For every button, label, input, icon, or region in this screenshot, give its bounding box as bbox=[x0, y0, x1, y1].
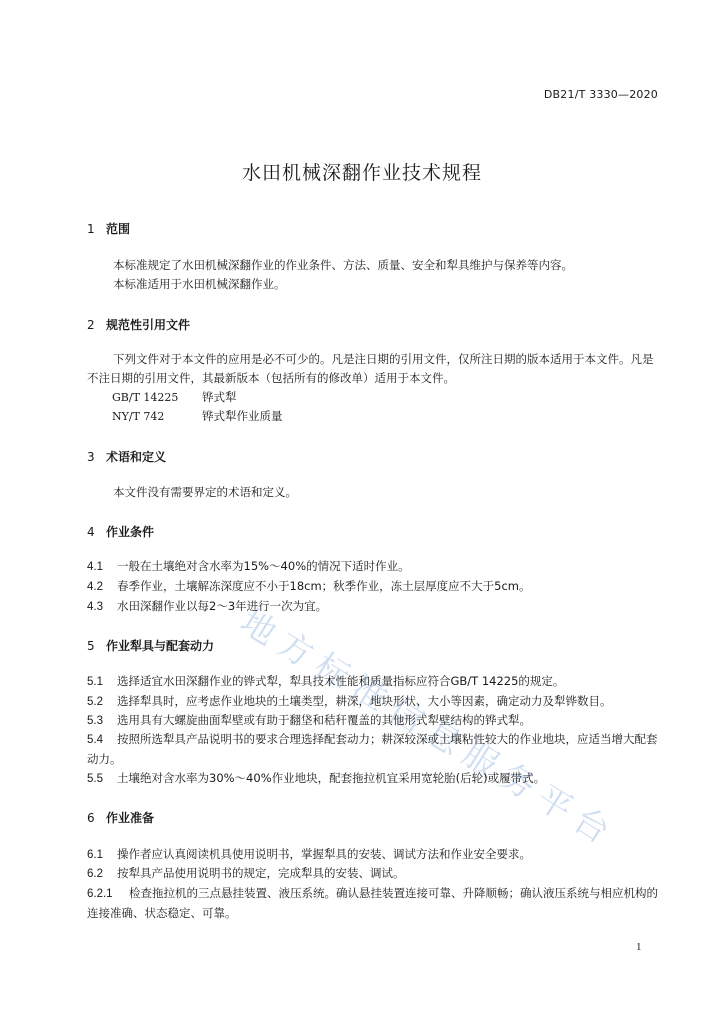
clause-item bbox=[87, 597, 659, 617]
clause-number: 5.3 bbox=[87, 715, 103, 727]
watermark-char: 标 bbox=[307, 645, 358, 698]
clause-number: 6.1 bbox=[87, 849, 103, 861]
section-number: 4 bbox=[87, 525, 95, 539]
page-number: 1 bbox=[636, 941, 642, 953]
watermark-char: 地 bbox=[233, 601, 284, 654]
clause-item bbox=[87, 577, 659, 597]
clause-text: 选用具有大螺旋曲面犁壁或有助于翻垡和秸秆覆盖的其他形式犁壁结构的铧式犁。 bbox=[117, 713, 531, 727]
section-number: 2 bbox=[87, 318, 95, 332]
watermark-char: 平 bbox=[529, 777, 580, 830]
watermark-char: 台 bbox=[566, 799, 617, 852]
document-title: 水田机械深翻作业技术规程 bbox=[241, 162, 482, 184]
section-heading-1 bbox=[87, 220, 130, 237]
clause-text: 水田深翻作业以每2～3年进行一次为宜。 bbox=[117, 599, 328, 613]
clause-text: 按照所选犁具产品说明书的要求合理选择配套动力；耕深较深或土壤粘性较大的作业地块，应适当增大配套动力。 bbox=[87, 732, 658, 766]
section-number: 3 bbox=[87, 450, 95, 464]
clause-item bbox=[87, 845, 659, 865]
section-title: 作业准备 bbox=[106, 811, 155, 825]
section-heading-4 bbox=[87, 523, 154, 540]
reference-item bbox=[112, 389, 237, 405]
standard-code: DB21/T 3330—2020 bbox=[543, 88, 658, 101]
reference-title: 铧式犁作业质量 bbox=[202, 409, 283, 423]
section-title: 作业条件 bbox=[106, 525, 155, 539]
clause-item bbox=[87, 730, 659, 769]
section-number: 5 bbox=[87, 639, 95, 653]
clause-text: 选择犁具时，应考虑作业地块的土壤类型，耕深，地块形状、大小等因素，确定动力及犁铧数目。 bbox=[117, 694, 612, 708]
paragraph: 下列文件对于本文件的应用是必不可少的。凡是注日期的引用文件，仅所注日期的版本适用于本文件。凡是不注日期的引用文件，其最新版本（包括所有的修改单）适用于本文件。 bbox=[87, 352, 654, 385]
clause-number: 4.1 bbox=[87, 561, 103, 573]
clause-text: 检查拖拉机的三点悬挂装置、液压系统。确认悬挂装置连接可靠、升降顺畅；确认液压系统与相应机构的连接准确、状态稳定、可靠。 bbox=[87, 886, 658, 920]
section-title: 作业犁具与配套动力 bbox=[106, 639, 215, 653]
clause-number: 5.1 bbox=[87, 676, 103, 688]
watermark-char: 服 bbox=[455, 733, 506, 786]
clause-text: 一般在土壤绝对含水率为15%～40%的情况下适时作业。 bbox=[117, 559, 410, 573]
watermark-char: 准 bbox=[344, 667, 395, 720]
clause-text: 选择适宜水田深翻作业的铧式犁，犁具技术性能和质量指标应符合GB/T 14225的规定。 bbox=[117, 674, 565, 688]
section-heading-3 bbox=[87, 448, 166, 465]
section-heading-6 bbox=[87, 809, 154, 826]
reference-title: 铧式犁 bbox=[202, 390, 237, 404]
clause-number: 5.2 bbox=[87, 696, 103, 708]
paragraph: 本标准规定了水田机械深翻作业的作业条件、方法、质量、安全和犁具维护与保养等内容。 bbox=[113, 258, 573, 272]
clause-number: 6.2 bbox=[87, 868, 103, 880]
watermark-char: 务 bbox=[492, 755, 543, 808]
clause-number: 5.5 bbox=[87, 773, 103, 785]
clause-text: 春季作业，土壤解冻深度应不小于18cm；秋季作业，冻土层厚度应不大于5cm。 bbox=[117, 579, 531, 593]
section-number: 6 bbox=[87, 811, 95, 825]
section-title: 范围 bbox=[106, 222, 131, 236]
watermark-char: 方 bbox=[270, 623, 321, 676]
reference-item bbox=[112, 408, 283, 424]
reference-code: NY/T 742 bbox=[112, 410, 165, 423]
watermark-char: 息 bbox=[418, 711, 469, 764]
clause-number: 4.2 bbox=[87, 581, 103, 593]
clause-item bbox=[87, 884, 659, 923]
clause-item bbox=[87, 557, 659, 577]
clause-item bbox=[87, 692, 659, 712]
clause-text: 按犁具产品使用说明书的规定，完成犁具的安装、调试。 bbox=[117, 866, 405, 880]
clause-item bbox=[87, 711, 659, 731]
section-heading-5 bbox=[87, 637, 214, 654]
clause-item bbox=[87, 864, 659, 884]
section-title: 规范性引用文件 bbox=[106, 318, 191, 332]
clause-text: 操作者应认真阅读机具使用说明书，掌握犁具的安装、调试方法和作业安全要求。 bbox=[117, 847, 531, 861]
section-heading-2 bbox=[87, 316, 190, 333]
section-title: 术语和定义 bbox=[106, 450, 167, 464]
clause-item bbox=[87, 672, 659, 692]
section-number: 1 bbox=[87, 222, 95, 236]
clause-number: 6.2.1 bbox=[87, 888, 113, 900]
clause-item bbox=[87, 769, 659, 789]
clause-number: 5.4 bbox=[87, 734, 103, 746]
clause-text: 土壤绝对含水率为30%～40%作业地块，配套拖拉机宜采用宽轮胎(后轮)或履带式。 bbox=[117, 771, 546, 785]
paragraph: 本文件没有需要界定的术语和定义。 bbox=[113, 485, 297, 499]
paragraph: 本标准适用于水田机械深翻作业。 bbox=[113, 277, 286, 291]
reference-code: GB/T 14225 bbox=[112, 391, 179, 404]
watermark-char: 信 bbox=[381, 689, 432, 742]
clause-number: 4.3 bbox=[87, 601, 103, 613]
